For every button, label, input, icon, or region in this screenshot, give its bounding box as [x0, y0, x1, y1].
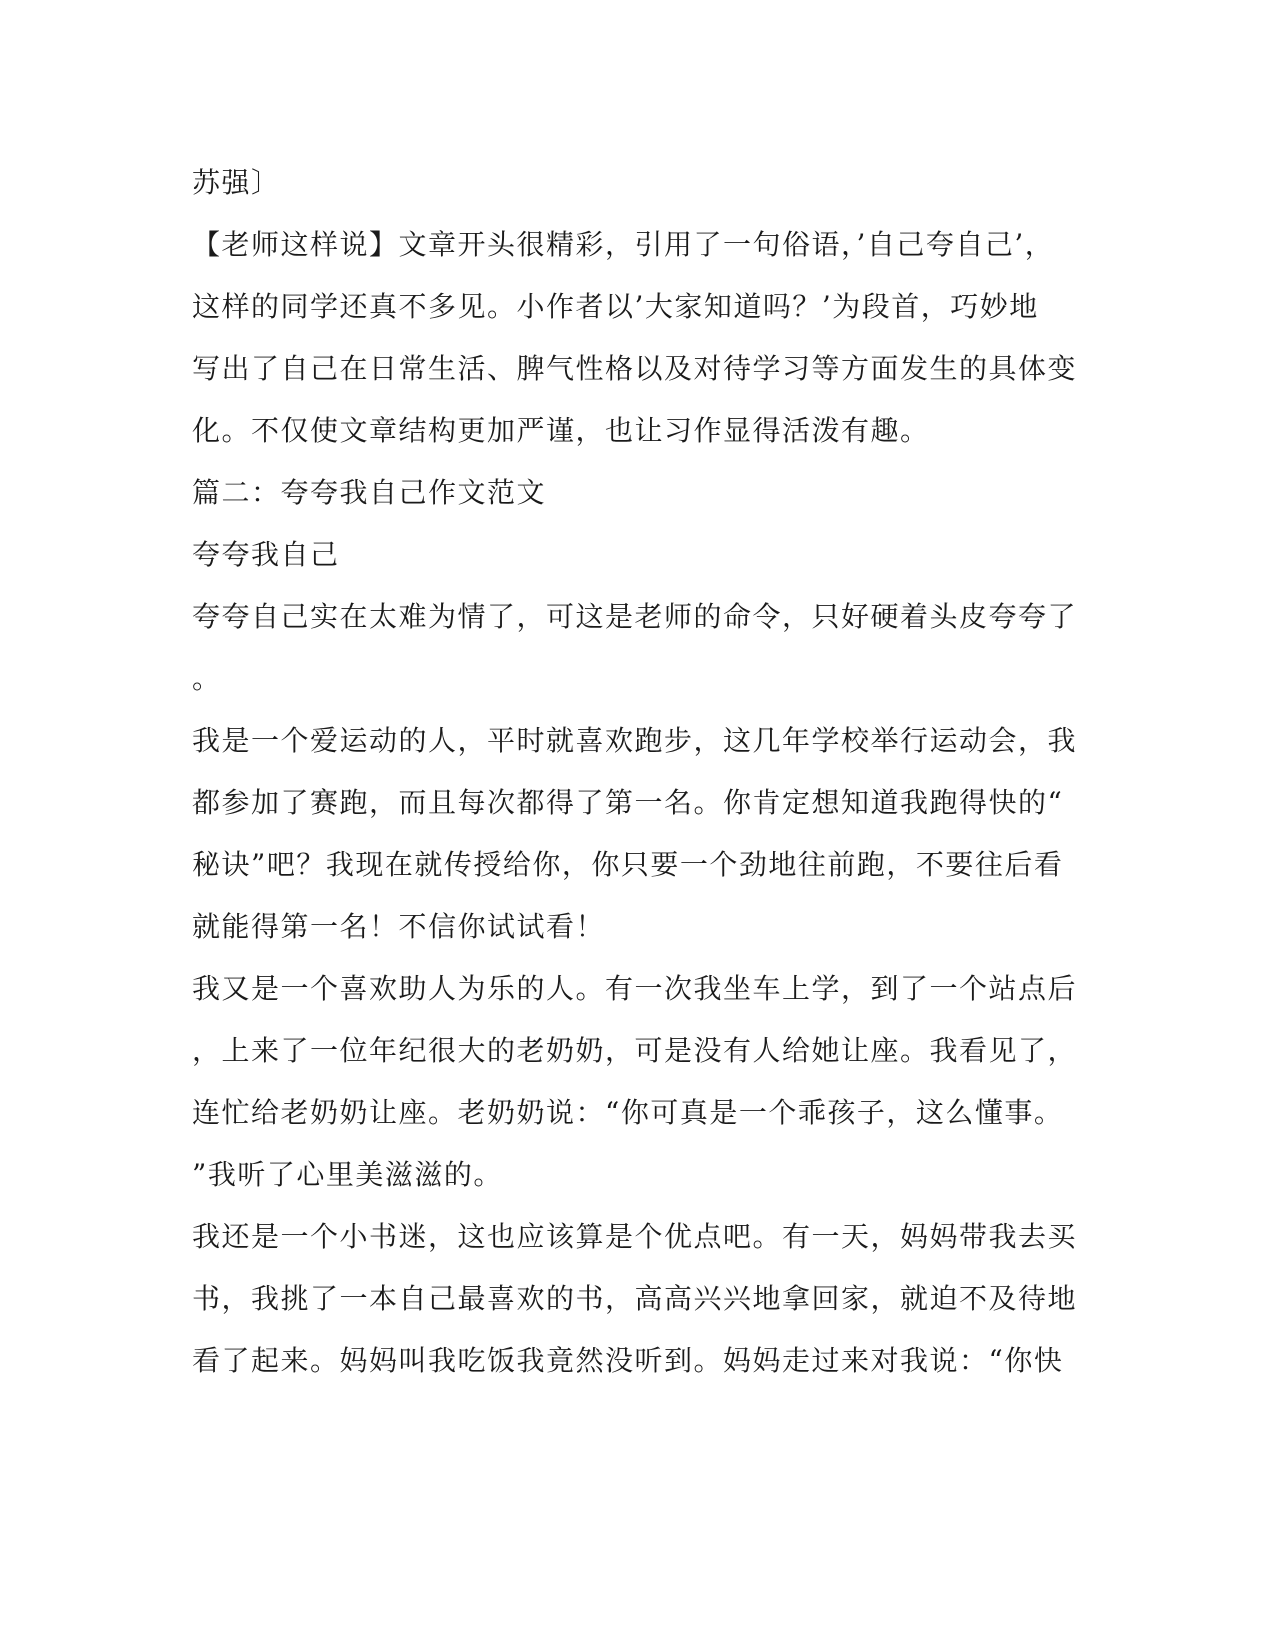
- text-line: 写出了自己在日常生活、脾气性格以及对待学习等方面发生的具体变: [192, 352, 1078, 385]
- text-line: 我又是一个喜欢助人为乐的人。有一次我坐车上学，到了一个站点后: [192, 972, 1078, 1005]
- text-line: 秘诀”吧？我现在就传授给你，你只要一个劲地往前跑，不要往后看: [192, 848, 1064, 881]
- text-line: 看了起来。妈妈叫我吃饭我竟然没听到。妈妈走过来对我说：“你快: [192, 1344, 1064, 1377]
- text-line: 【老师这样说】文章开头很精彩，引用了一句俗语，’自己夸自己’，: [192, 228, 1055, 261]
- text-line: 。: [192, 662, 222, 695]
- essay-title: 夸夸我自己: [192, 538, 340, 571]
- text-line: 连忙给老奶奶让座。老奶奶说：“你可真是一个乖孩子，这么懂事。: [192, 1096, 1064, 1129]
- text-line: 我是一个爱运动的人，平时就喜欢跑步，这几年学校举行运动会，我: [192, 724, 1078, 757]
- text-line: 化。不仅使文章结构更加严谨，也让习作显得活泼有趣。: [192, 414, 930, 447]
- text-line: 书，我挑了一本自己最喜欢的书，高高兴兴地拿回家，就迫不及待地: [192, 1282, 1078, 1315]
- section-heading: 篇二：夸夸我自己作文范文: [192, 476, 547, 509]
- text-line: 苏强〕: [192, 166, 281, 199]
- text-line: 我还是一个小书迷，这也应该算是个优点吧。有一天，妈妈带我去买: [192, 1220, 1078, 1253]
- text-line: 就能得第一名！不信你试试看！: [192, 910, 606, 943]
- text-line: 夸夸自己实在太难为情了，可这是老师的命令，只好硬着头皮夸夸了: [192, 600, 1078, 633]
- text-line: 这样的同学还真不多见。小作者以’大家知道吗？’为段首，巧妙地: [192, 290, 1039, 323]
- text-line: 都参加了赛跑，而且每次都得了第一名。你肯定想知道我跑得快的“: [192, 786, 1064, 819]
- text-line: ，上来了一位年纪很大的老奶奶，可是没有人给她让座。我看见了，: [192, 1034, 1078, 1067]
- text-line: ”我听了心里美滋滋的。: [192, 1158, 503, 1191]
